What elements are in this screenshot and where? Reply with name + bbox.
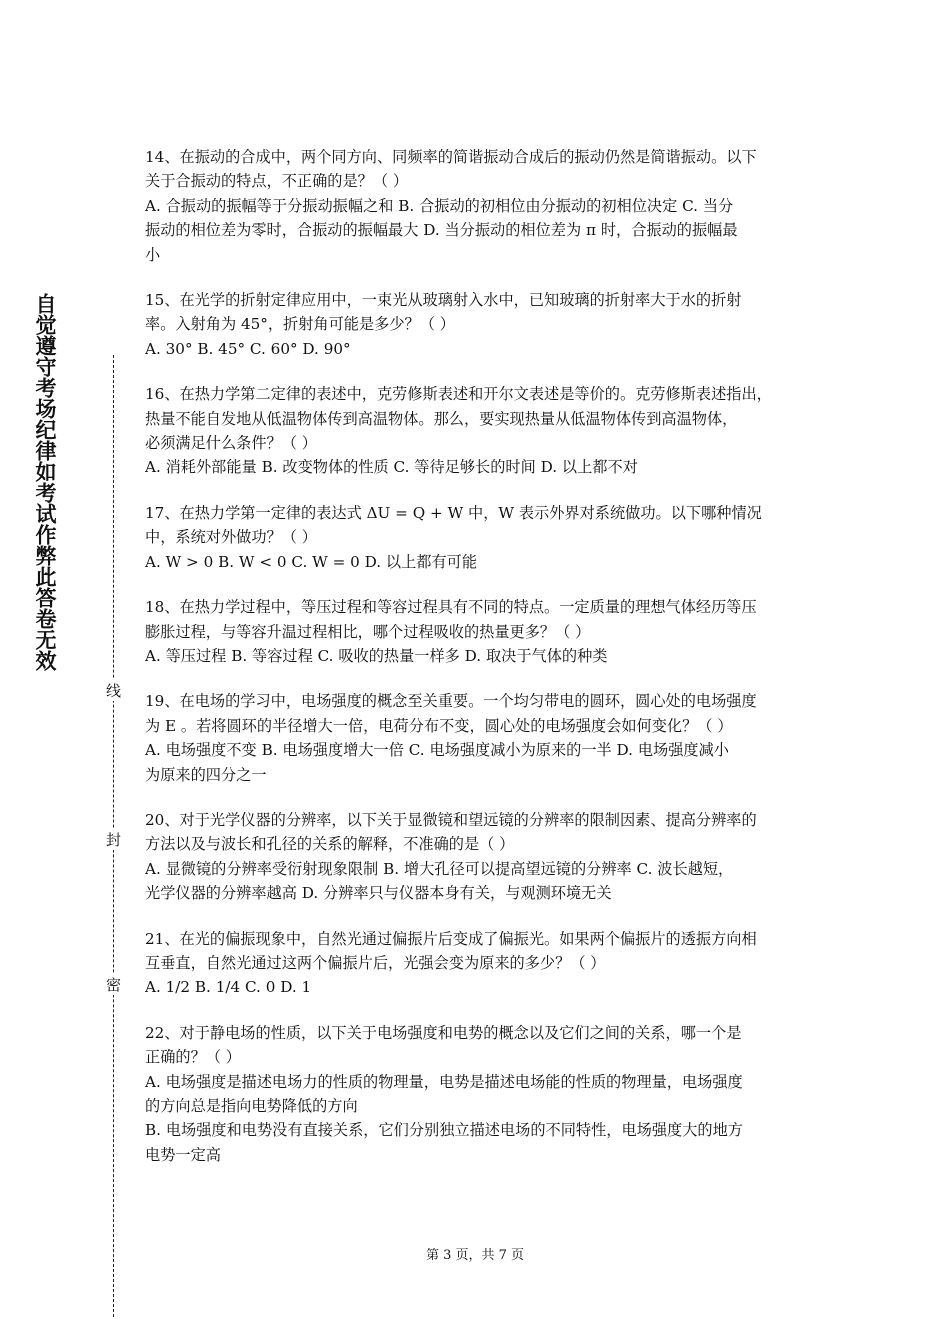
question-21 — [145, 927, 825, 1000]
answer-options-line: 为原来的四分之一 — [145, 765, 267, 784]
question-line: 22、对于静电场的性质，以下关于电场强度和电势的概念以及它们之间的关系，哪一个是 — [145, 1023, 742, 1042]
answer-options-line: 小 — [145, 245, 161, 264]
question-15 — [145, 288, 825, 361]
question-line: 热量不能自发地从低温物体传到高温物体。那么，要实现热量从低温物体传到高温物体， — [145, 409, 738, 428]
answer-options-line: A. 电场强度不变 B. 电场强度增大一倍 C. 电场强度减小为原来的一半 D. 电场强度减小 — [145, 741, 729, 760]
question-16 — [145, 382, 825, 480]
question-line: 18、在热力学过程中，等压过程和等容过程具有不同的特点。一定质量的理想气体经历等压 — [145, 598, 757, 617]
answer-options-line: 振动的相位差为零时，合振动的振幅最大 D. 当分振动的相位差为 π 时，合振动的振幅最 — [145, 221, 738, 240]
question-line: 为 E 。若将圆环的半径增大一倍，电荷分布不变，圆心处的电场强度会如何变化？（ ） — [145, 716, 733, 735]
question-line: 中，系统对外做功？（ ） — [145, 528, 317, 547]
question-line: 16、在热力学第二定律的表述中，克劳修斯表述和开尔文表述是等价的。克劳修斯表述指出， — [145, 385, 772, 404]
answer-options-line: A. 显微镜的分辨率受衍射现象限制 B. 增大孔径可以提高望远镜的分辨率 C. 波长越短， — [145, 859, 734, 878]
question-line: 21、在光的偏振现象中，自然光通过偏振片后变成了偏振光。如果两个偏振片的透振方向相 — [145, 929, 757, 948]
question-line: 膨胀过程，与等容升温过程相比，哪个过程吸收的热量更多？（ ） — [145, 622, 591, 641]
question-22 — [145, 1021, 825, 1167]
question-line: 互垂直，自然光通过这两个偏振片后，光强会变为原来的多少？（ ） — [145, 953, 606, 972]
question-line: 正确的？（ ） — [145, 1048, 241, 1067]
answer-options-line: 光学仪器的分辨率越高 D. 分辨率只与仪器本身有关，与观测环境无关 — [145, 884, 612, 903]
answer-options-line: A. 合振动的振幅等于分振动振幅之和 B. 合振动的初相位由分振动的初相位决定 C. 当分 — [145, 196, 734, 215]
question-line: 率。入射角为 45°，折射角可能是多少？（ ） — [145, 315, 455, 334]
question-14 — [145, 145, 825, 267]
question-19 — [145, 689, 825, 787]
question-line: 必须满足什么条件？（ ） — [145, 434, 317, 453]
answer-options-line: A. 电场强度是描述电场力的性质的物理量，电势是描述电场能的性质的物理量，电场强度 — [145, 1072, 743, 1091]
page-number: 第 3 页，共 7 页 — [425, 1248, 525, 1263]
binding-mark-secret: 密 — [104, 973, 124, 995]
question-list — [145, 145, 825, 1188]
answer-options-line: A. 1/2 B. 1/4 C. 0 D. 1 — [145, 978, 312, 997]
question-17 — [145, 501, 825, 574]
question-line: 15、在光学的折射定律应用中，一束光从玻璃射入水中，已知玻璃的折射率大于水的折射 — [145, 291, 742, 310]
answer-options-line: 的方向总是指向电势降低的方向 — [145, 1097, 358, 1115]
exam-discipline-warning: 自觉遵守考场纪律如考试作弊此答卷无效 — [33, 293, 57, 671]
binding-mark-seal: 封 — [104, 828, 124, 850]
question-line: 17、在热力学第一定律的表达式 ΔU = Q + W 中，W 表示外界对系统做功。以下哪种情况 — [145, 503, 762, 522]
question-line: 20、对于光学仪器的分辨率，以下关于显微镜和望远镜的分辨率的限制因素、提高分辨率的 — [145, 810, 757, 829]
answer-options-line: 电势一定高 — [145, 1145, 221, 1164]
question-line: 14、在振动的合成中，两个同方向、同频率的简谐振动合成后的振动仍然是简谐振动。以下 — [145, 148, 757, 166]
answer-options-line: A. W > 0 B. W < 0 C. W = 0 D. 以上都有可能 — [145, 552, 478, 571]
question-line: 19、在电场的学习中，电场强度的概念至关重要。一个均匀带电的圆环，圆心处的电场强度 — [145, 692, 757, 711]
answer-options-line: B. 电场强度和电势没有直接关系，它们分别独立描述电场的不同特性，电场强度大的地方 — [145, 1121, 743, 1140]
answer-options-line: A. 30° B. 45° C. 60° D. 90° — [145, 339, 351, 358]
binding-mark-line: 线 — [104, 679, 124, 701]
question-line: 方法以及与波长和孔径的关系的解释，不准确的是（ ） — [145, 835, 515, 854]
question-line: 关于合振动的特点，不正确的是？（ ） — [145, 172, 409, 191]
answer-options-line: A. 消耗外部能量 B. 改变物体的性质 C. 等待足够长的时间 D. 以上都不对 — [145, 458, 638, 477]
answer-options-line: A. 等压过程 B. 等容过程 C. 吸收的热量一样多 D. 取决于气体的种类 — [145, 646, 608, 665]
question-18 — [145, 595, 825, 668]
question-20 — [145, 808, 825, 906]
